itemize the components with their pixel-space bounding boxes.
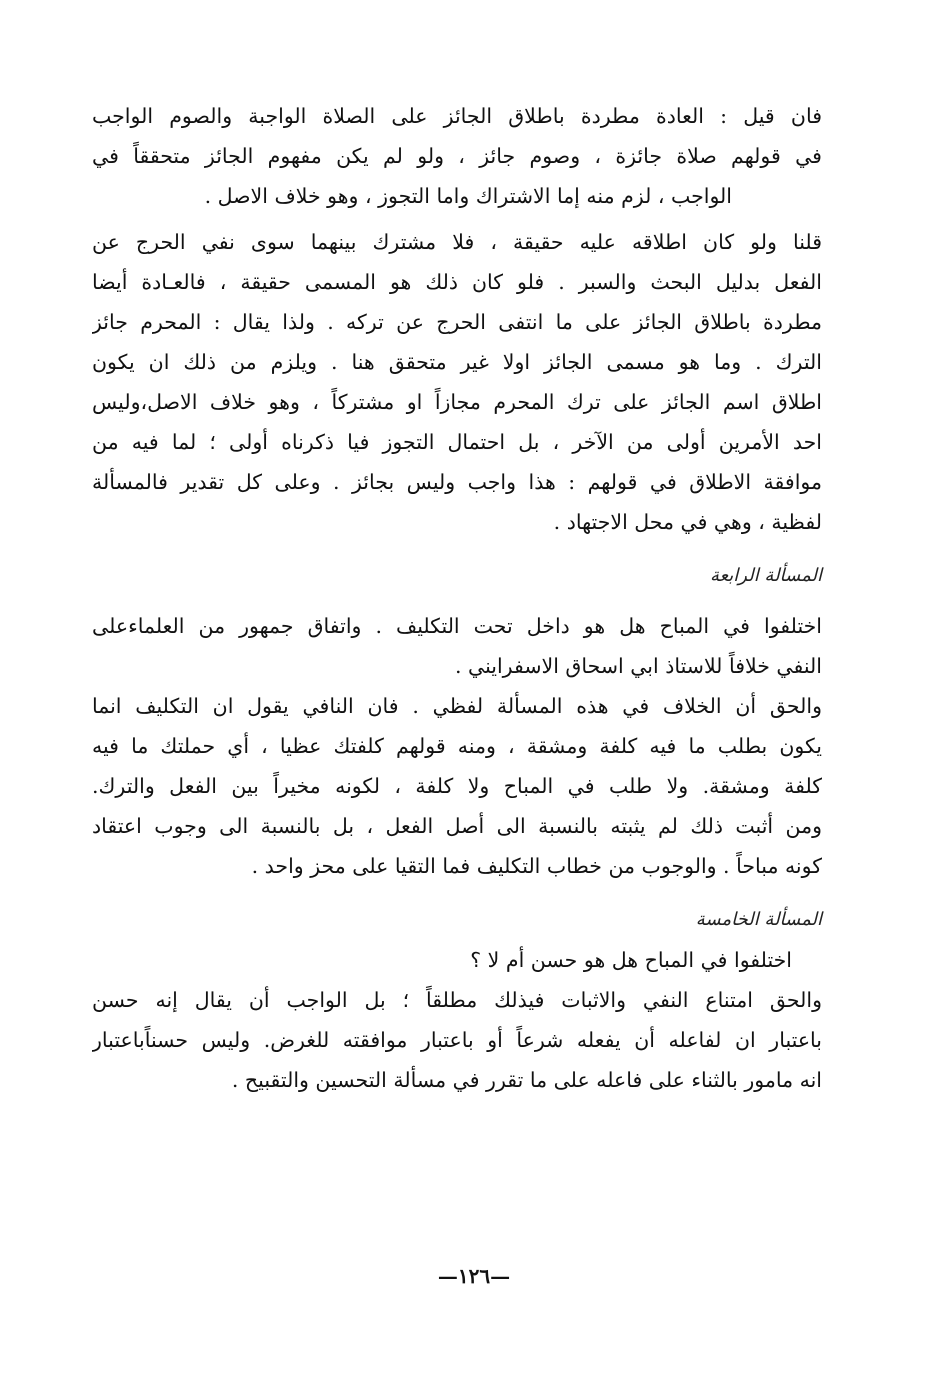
text-line: احد الأمرين أولى من الآخر ، بل احتمال التجوز فيا ذكرناه أولى ؛ لما فيه من — [92, 430, 822, 454]
text-line: انه مامور بالثناء على فاعله على ما تقرر في مسألة التحسين والتقبيح . — [231, 1068, 822, 1092]
paragraph-6 — [92, 940, 822, 980]
paragraph-4 — [92, 686, 822, 806]
text-line: مطردة باطلاق الجائز على ما انتفى الحرج عن تركه . ولذا يقال : المحرم جائز — [92, 310, 822, 334]
text-line: اطلاق اسم الجائز على ترك المحرم مجازاً او مشتركاً ، وهو خلاف الاصل،وليس — [92, 390, 822, 414]
text-line: الواجب ، لزم منه إما الاشتراك واما التجوز ، وهو خلاف الاصل . — [204, 184, 732, 208]
text-line: اختلفوا في المباح هل هو حسن أم لا ؟ — [470, 948, 792, 972]
text-line: الفعل بدليل البحث والسبر . فلو كان ذلك هو المسمى حقيقة ، فالعـادة أيضا — [92, 270, 822, 294]
text-line: قلنا ولو كان اطلاقه عليه حقيقة ، فلا مشترك بينهما سوى نفي الحرج عن — [92, 230, 822, 254]
section-heading-5: المسألة الخامسة — [695, 909, 822, 930]
text-line: الترك . وما هو مسمى الجائز اولا غير متحقق هنا . ويلزم من ذلك ان يكون — [92, 350, 822, 374]
text-line: والحق امتناع النفي والاثبات فيذلك مطلقاً ؛ بل الواجب أن يقال إنه حسن — [92, 988, 822, 1012]
text-line: لفظية ، وهي في محل الاجتهاد . — [553, 510, 822, 534]
text-line: فان قيل : العادة مطردة باطلاق الجائز على الصلاة الواجبة والصوم الواجب — [92, 104, 822, 128]
paragraph-7 — [92, 980, 822, 1100]
paragraph-2 — [92, 222, 822, 542]
paragraph-3 — [92, 606, 822, 686]
text-line: كلفة ومشقة. ولا طلب في المباح ولا كلفة ، لكونه مخيراً بين الفعل والترك. — [92, 774, 822, 798]
text-line: في قولهم صلاة جائزة ، وصوم جائز ، ولو لم يكن مفهوم الجائز متحققاً في — [92, 144, 822, 168]
text-line: باعتبار ان لفاعله أن يفعله شرعاً أو باعتبار موافقته للغرض. وليس حسناًباعتبار — [92, 1028, 822, 1052]
section-heading-4: المسألة الرابعة — [709, 565, 822, 586]
text-line: والحق أن الخلاف في هذه المسألة لفظي . فان النافي يقول ان التكليف انما — [92, 694, 822, 718]
paragraph-5 — [92, 806, 822, 886]
text-line: يكون بطلب ما فيه كلفة ومشقة ، ومنه قولهم كلفتك عظيا ، أي حملتك ما فيه — [92, 734, 822, 758]
text-line: النفي خلافاً للاستاذ ابي اسحاق الاسفرايني . — [454, 654, 822, 678]
text-line: موافقة الاطلاق في قولهم : هذا واجب وليس بجائز . وعلى كل تقدير فالمسألة — [92, 470, 822, 494]
paragraph-1 — [92, 96, 822, 216]
text-line: كونه مباحاً . والوجوب من خطاب التكليف فما التقيا على محز واحد . — [251, 854, 822, 878]
page-body — [92, 96, 822, 1100]
text-line: ومن أثبت ذلك لم يثبته بالنسبة الى أصل الفعل ، بل بالنسبة الى وجوب اعتقاد — [92, 814, 822, 838]
page-number: —١٢٦— — [437, 1264, 511, 1288]
text-line: اختلفوا في المباح هل هو داخل تحت التكليف . واتفاق جمهور من العلماءعلى — [92, 614, 822, 638]
